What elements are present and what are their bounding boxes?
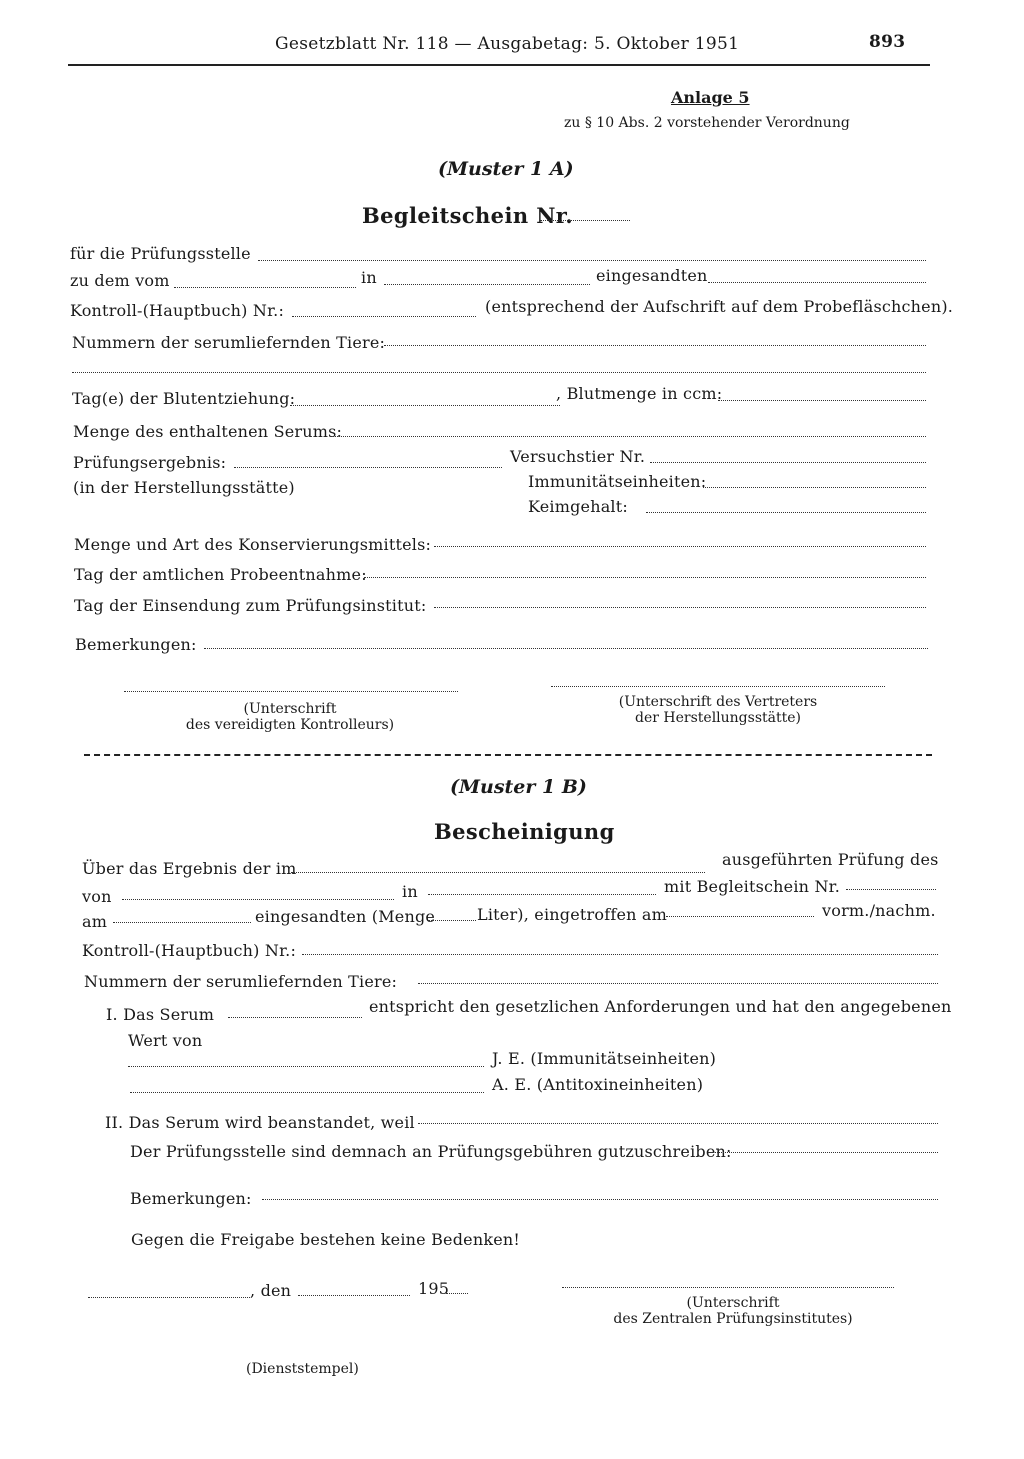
field-tag-blutentziehung[interactable] bbox=[290, 405, 560, 406]
field-pruefungsstelle[interactable] bbox=[258, 260, 926, 261]
label-menge-serum: Menge des enthaltenen Serums: bbox=[73, 422, 343, 441]
signature-line-kontrolleur[interactable] bbox=[124, 691, 458, 692]
label-ae: A. E. (Antitoxineinheiten) bbox=[492, 1075, 704, 1094]
signature-label-vertreter-1: (Unterschrift des Vertreters bbox=[618, 694, 818, 710]
signature-label-kontrolleur-2: des vereidigten Kontrolleurs) bbox=[185, 717, 395, 733]
field-probeentnahme[interactable] bbox=[364, 577, 926, 578]
label-nummern-tiere-1b: Nummern der serumliefernden Tiere: bbox=[84, 972, 398, 991]
label-jahr: 195 bbox=[418, 1279, 450, 1298]
header-rule bbox=[68, 64, 930, 66]
field-ort[interactable] bbox=[88, 1297, 250, 1298]
label-in-1b: in bbox=[402, 882, 418, 901]
signature-label-kontrolleur-1: (Unterschrift bbox=[243, 701, 337, 717]
label-kontroll-note: (entsprechend der Aufschrift auf dem Probefläschchen). bbox=[485, 297, 954, 316]
label-kontroll-nr: Kontroll-(Hauptbuch) Nr.: bbox=[70, 301, 285, 320]
label-keimgehalt: Keimgehalt: bbox=[528, 497, 628, 516]
field-in-1b[interactable] bbox=[428, 894, 656, 895]
label-eingesandten: eingesandten bbox=[596, 266, 708, 285]
field-eingetroffen-am[interactable] bbox=[666, 916, 814, 917]
label-konservierung: Menge und Art des Konservierungsmittels: bbox=[74, 535, 432, 554]
field-nummern-tiere-cont[interactable] bbox=[72, 372, 926, 373]
label-am: am bbox=[82, 912, 108, 931]
label-freigabe: Gegen die Freigabe bestehen keine Bedenken! bbox=[131, 1230, 521, 1249]
label-bemerkungen-1b: Bemerkungen: bbox=[130, 1189, 252, 1208]
label-in: in bbox=[361, 268, 377, 287]
muster-1b-heading: (Muster 1 B) bbox=[450, 776, 587, 798]
field-eingesandten[interactable] bbox=[708, 282, 926, 283]
field-begleitschein-nr[interactable] bbox=[846, 889, 936, 890]
label-den: , den bbox=[250, 1281, 292, 1300]
label-je: J. E. (Immunitätseinheiten) bbox=[492, 1049, 717, 1068]
bescheinigung-title: Bescheinigung bbox=[434, 819, 615, 844]
field-immunitaet[interactable] bbox=[703, 487, 926, 488]
signature-line-institut[interactable] bbox=[562, 1287, 894, 1288]
field-menge-serum[interactable] bbox=[330, 436, 926, 437]
label-i-entspricht: entspricht den gesetzlichen Anforderungen und hat den angegebenen bbox=[369, 997, 952, 1016]
label-zu-dem-vom: zu dem vom bbox=[70, 271, 170, 290]
label-blutmenge: , Blutmenge in ccm: bbox=[556, 384, 723, 403]
signature-label-institut-2: des Zentralen Prüfungsinstitutes) bbox=[613, 1311, 853, 1327]
signature-line-vertreter[interactable] bbox=[551, 686, 885, 687]
field-jahr[interactable] bbox=[446, 1293, 468, 1294]
label-ii-beanstandet: II. Das Serum wird beanstandet, weil bbox=[105, 1113, 415, 1132]
field-versuchstier[interactable] bbox=[650, 462, 926, 463]
field-ii-beanstandet[interactable] bbox=[418, 1123, 938, 1124]
field-vom[interactable] bbox=[174, 287, 356, 288]
field-in[interactable] bbox=[384, 284, 590, 285]
label-versuchstier: Versuchstier Nr. bbox=[510, 447, 646, 466]
label-gebuehren: Der Prüfungsstelle sind demnach an Prüfungsgebühren gutzuschreiben: bbox=[130, 1142, 732, 1161]
field-bemerkungen-1a[interactable] bbox=[204, 648, 928, 649]
field-ueber-ergebnis[interactable] bbox=[291, 872, 705, 873]
field-ae-value[interactable] bbox=[130, 1092, 484, 1093]
label-i-serum: I. Das Serum bbox=[106, 1005, 215, 1024]
annex-label: Anlage 5 bbox=[671, 88, 750, 107]
field-i-serum[interactable] bbox=[228, 1017, 362, 1018]
field-datum[interactable] bbox=[298, 1295, 410, 1296]
field-gebuehren[interactable] bbox=[712, 1152, 938, 1153]
label-dienststempel: (Dienststempel) bbox=[246, 1361, 359, 1377]
label-wert-von: Wert von bbox=[128, 1031, 203, 1050]
label-herstellungsstaette: (in der Herstellungsstätte) bbox=[73, 478, 295, 497]
label-pruefungsergebnis: Prüfungsergebnis: bbox=[73, 453, 227, 472]
field-einsendung[interactable] bbox=[434, 607, 926, 608]
label-ueber-ergebnis: Über das Ergebnis der im bbox=[82, 859, 297, 878]
label-eingesandten-menge: eingesandten (Menge bbox=[255, 907, 436, 926]
section-separator bbox=[84, 754, 932, 756]
field-am[interactable] bbox=[113, 922, 251, 923]
field-bemerkungen-1b[interactable] bbox=[262, 1199, 938, 1200]
field-je-value[interactable] bbox=[128, 1066, 484, 1067]
label-immunitaet: Immunitätseinheiten: bbox=[528, 472, 707, 491]
page-number: 893 bbox=[869, 32, 906, 52]
field-nummern-tiere[interactable] bbox=[384, 345, 926, 346]
signature-label-vertreter-2: der Herstellungsstätte) bbox=[635, 710, 801, 726]
label-vorm-nachm: vorm./nachm. bbox=[822, 901, 936, 920]
field-keimgehalt[interactable] bbox=[646, 512, 926, 513]
field-pruefungsergebnis[interactable] bbox=[234, 467, 502, 468]
field-kontroll-nr[interactable] bbox=[292, 316, 476, 317]
field-menge-liter[interactable] bbox=[428, 920, 476, 921]
label-mit-begleitschein: mit Begleitschein Nr. bbox=[664, 877, 841, 896]
begleitschein-title: Begleitschein Nr. bbox=[362, 203, 574, 228]
field-blutmenge[interactable] bbox=[718, 400, 926, 401]
running-title: Gesetzblatt Nr. 118 — Ausgabetag: 5. Oktober 1951 bbox=[275, 34, 740, 54]
muster-1a-heading: (Muster 1 A) bbox=[438, 158, 574, 180]
label-einsendung: Tag der Einsendung zum Prüfungsinstitut: bbox=[74, 596, 427, 615]
signature-label-institut-1: (Unterschrift bbox=[686, 1295, 780, 1311]
annex-reference: zu § 10 Abs. 2 vorstehender Verordnung bbox=[564, 115, 850, 131]
label-von: von bbox=[82, 887, 112, 906]
field-kontroll-nr-1b[interactable] bbox=[302, 954, 938, 955]
field-nummern-tiere-1b[interactable] bbox=[418, 983, 938, 984]
label-bemerkungen-1a: Bemerkungen: bbox=[75, 635, 197, 654]
label-ausgefuehrten: ausgeführten Prüfung des bbox=[722, 850, 939, 869]
field-von[interactable] bbox=[122, 899, 394, 900]
label-tag-blutentziehung: Tag(e) der Blutentziehung: bbox=[72, 389, 296, 408]
field-konservierung[interactable] bbox=[434, 546, 926, 547]
label-probeentnahme: Tag der amtlichen Probeentnahme: bbox=[74, 565, 367, 584]
label-liter: Liter), eingetroffen am bbox=[477, 905, 668, 924]
label-nummern-tiere: Nummern der serumliefernden Tiere: bbox=[72, 333, 386, 352]
label-pruefungsstelle: für die Prüfungsstelle bbox=[70, 244, 251, 263]
begleitschein-number-line[interactable] bbox=[540, 220, 630, 221]
label-kontroll-nr-1b: Kontroll-(Hauptbuch) Nr.: bbox=[82, 941, 297, 960]
